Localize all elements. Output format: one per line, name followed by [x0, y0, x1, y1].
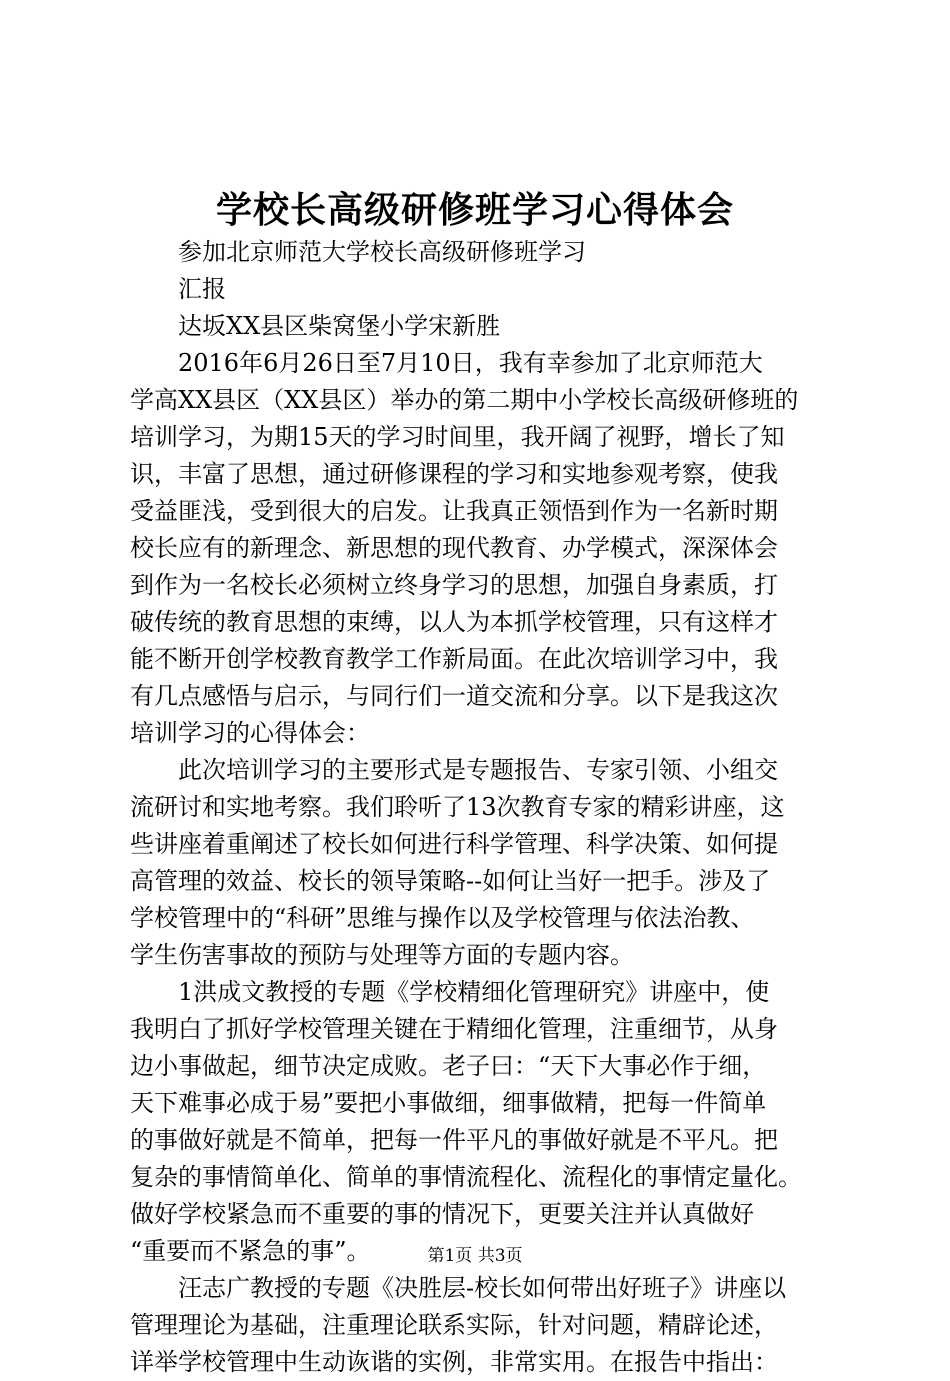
body-text-line: 学校管理中的“科研”思维与操作以及学校管理与依法治教、 [130, 904, 755, 932]
body-text-line: 复杂的事情简单化、简单的事情流程化、流程化的事情定量化。 [130, 1163, 802, 1191]
body-text-line: 培训学习的心得体会： [130, 719, 370, 747]
body-text-line: 1洪成文教授的专题《学校精细化管理研究》讲座中，使 [178, 978, 770, 1006]
body-text-line: 到作为一名校长必须树立终身学习的思想，加强自身素质，打 [130, 571, 778, 599]
body-text-line: 做好学校紧急而不重要的事的情况下，更要关注并认真做好 [130, 1200, 754, 1228]
body-text-line: 详举学校管理中生动诙谐的实例，非常实用。在报告中指出： [130, 1348, 778, 1376]
body-text-line: 校长应有的新理念、新思想的现代教育、办学模式，深深体会 [130, 534, 778, 562]
body-text-line: 汪志广教授的专题《决胜层-校长如何带出好班子》讲座以 [178, 1274, 787, 1302]
body-text-line: 学生伤害事故的预防与处理等方面的专题内容。 [130, 941, 634, 969]
body-text-line: 的事做好就是不简单，把每一件平凡的事做好就是不平凡。把 [130, 1126, 778, 1154]
body-text-line: 培训学习，为期15天的学习时间里，我开阔了视野，增长了知 [130, 423, 785, 451]
body-text-line: 管理理论为基础，注重理论联系实际，针对问题，精辟论述， [130, 1311, 778, 1339]
body-text-line: 些讲座着重阐述了校长如何进行科学管理、科学决策、如何提 [130, 830, 778, 858]
body-text-line: 受益匪浅，受到很大的启发。让我真正领悟到作为一名新时期 [130, 497, 778, 525]
body-text-line: 破传统的教育思想的束缚，以人为本抓学校管理，只有这样才 [130, 608, 778, 636]
body-text-line: 能不断开创学校教育教学工作新局面。在此次培训学习中，我 [130, 645, 778, 673]
body-text-line: 识，丰富了思想，通过研修课程的学习和实地参观考察，使我 [130, 460, 778, 488]
body-text-line: 天下难事必成于易”要把小事做细，细事做精，把每一件简单 [130, 1089, 767, 1117]
body-text-line: 参加北京师范大学校长高级研修班学习 [178, 238, 586, 266]
body-text-line: 达坂XX县区柴窝堡小学宋新胜 [178, 312, 501, 340]
page-footer: 第1页 共3页 [427, 1246, 523, 1266]
body-text-line: 2016年6月26日至7月10日，我有幸参加了北京师范大 [178, 349, 763, 377]
body-text-line: 我明白了抓好学校管理关键在于精细化管理，注重细节，从身 [130, 1015, 778, 1043]
body-text-line: 此次培训学习的主要形式是专题报告、专家引领、小组交 [178, 756, 778, 784]
body-text-line: 高管理的效益、校长的领导策略--如何让当好一把手。涉及了 [130, 867, 771, 895]
document-body [130, 234, 850, 1381]
body-text-line: 汇报 [178, 275, 226, 303]
body-text-line: 学高XX县区（XX县区）举办的第二期中小学校长高级研修班的 [130, 386, 799, 414]
body-text-line: 边小事做起，细节决定成败。老子曰：“天下大事必作于细， [130, 1052, 767, 1080]
body-text-line: 有几点感悟与启示，与同行们一道交流和分享。以下是我这次 [130, 682, 778, 710]
document-title: 学校长高级研修班学习心得体会 [215, 189, 734, 231]
body-text-line: 流研讨和实地考察。我们聆听了13次教育专家的精彩讲座，这 [130, 793, 785, 821]
body-text-line: “重要而不紧急的事”。 [130, 1237, 371, 1265]
